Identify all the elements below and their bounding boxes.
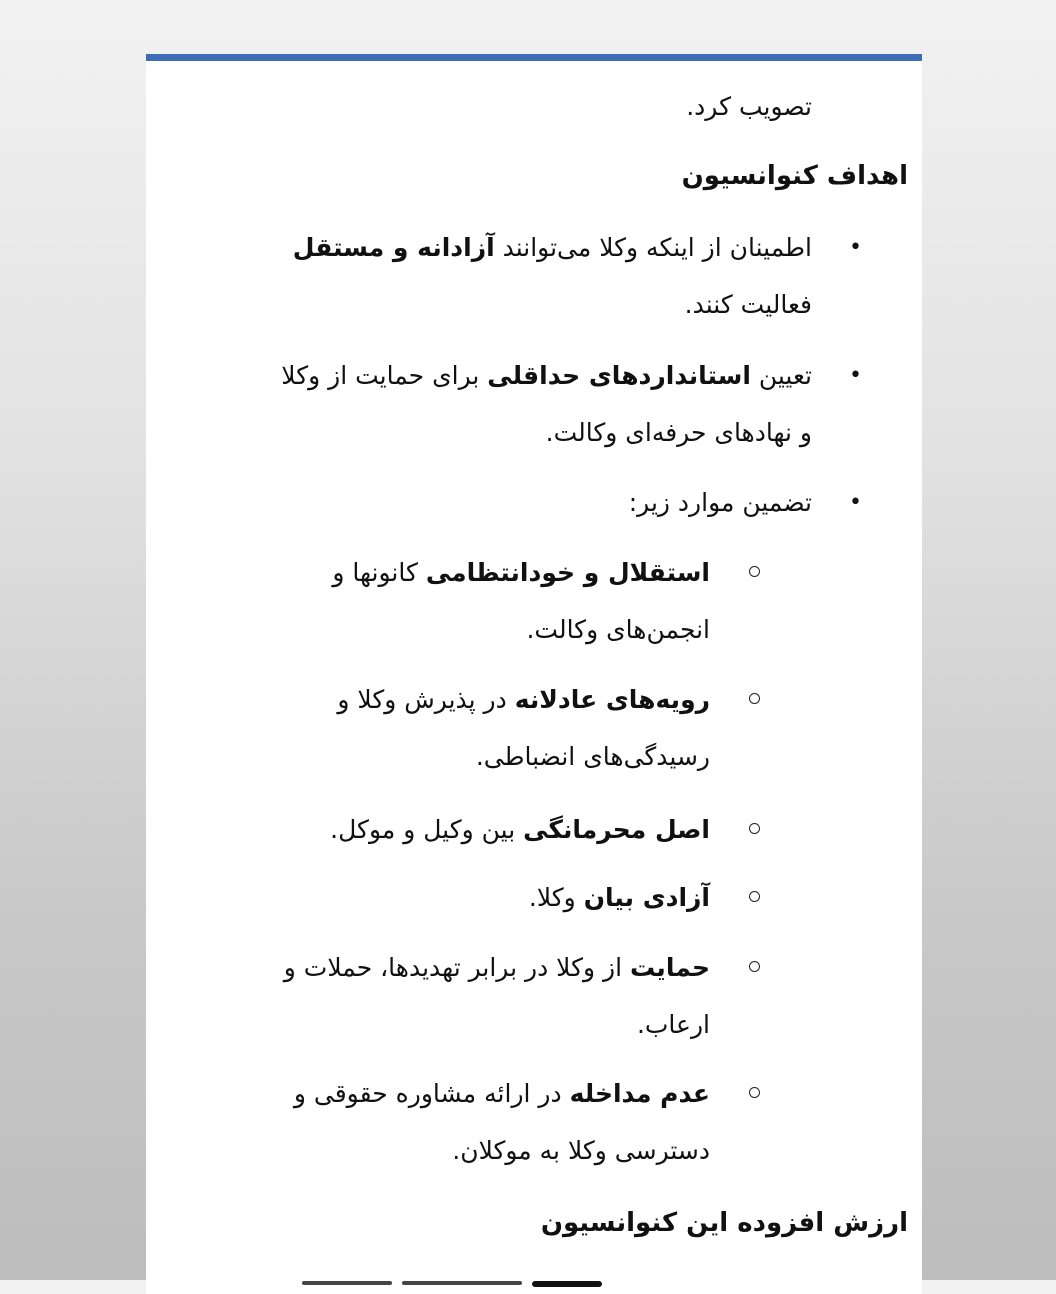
sub-item-4-line1: آزادی بیان وکلا.	[528, 883, 710, 912]
goal-item-2-line2: و نهادهای حرفه‌ای وکالت.	[545, 418, 812, 447]
goal-item-2-line1: تعیین استانداردهای حداقلی برای حمایت از وکلا	[281, 361, 812, 390]
heading-goals: اهداف کنوانسیون	[681, 161, 908, 191]
sub-item-6-line1: عدم مداخله در ارائه مشاوره حقوقی و	[293, 1079, 710, 1108]
sub-item-1-line2: انجمن‌های وکالت.	[526, 615, 710, 644]
sub-item-1-line1: استقلال و خودانتظامی کانونها و	[332, 558, 710, 587]
intro-tail-text: تصویب کرد.	[686, 92, 812, 121]
goal-item-1-line2: فعالیت کنند.	[684, 290, 812, 319]
sub-bullet-icon	[749, 823, 760, 834]
cut-off-line-fragment	[302, 1273, 822, 1293]
goal-item-1-line1: اطمینان از اینکه وکلا می‌توانند آزادانه و مستقل	[292, 233, 812, 262]
bullet-icon: •	[849, 490, 862, 515]
sub-bullet-icon	[749, 566, 760, 577]
sub-bullet-icon	[749, 891, 760, 902]
sub-item-5-line2: ارعاب.	[636, 1010, 710, 1039]
sub-item-6-line2: دسترسی وکلا به موکلان.	[452, 1136, 710, 1165]
sub-item-3-line1: اصل محرمانگی بین وکیل و موکل.	[330, 815, 710, 844]
bullet-icon: •	[849, 363, 862, 388]
sub-bullet-icon	[749, 693, 760, 704]
sub-item-2-line1: رویه‌های عادلانه در پذیرش وکلا و	[337, 685, 710, 714]
document-page	[146, 54, 922, 1294]
sub-item-2-line2: رسیدگی‌های انضباطی.	[475, 742, 710, 771]
bullet-icon: •	[849, 235, 862, 260]
sub-bullet-icon	[749, 961, 760, 972]
sub-bullet-icon	[749, 1087, 760, 1098]
sub-item-5-line1: حمایت از وکلا در برابر تهدیدها، حملات و	[283, 953, 710, 982]
goal-item-3-line1: تضمین موارد زیر:	[628, 488, 812, 517]
heading-value-added: ارزش افزوده این کنوانسیون	[540, 1208, 908, 1238]
